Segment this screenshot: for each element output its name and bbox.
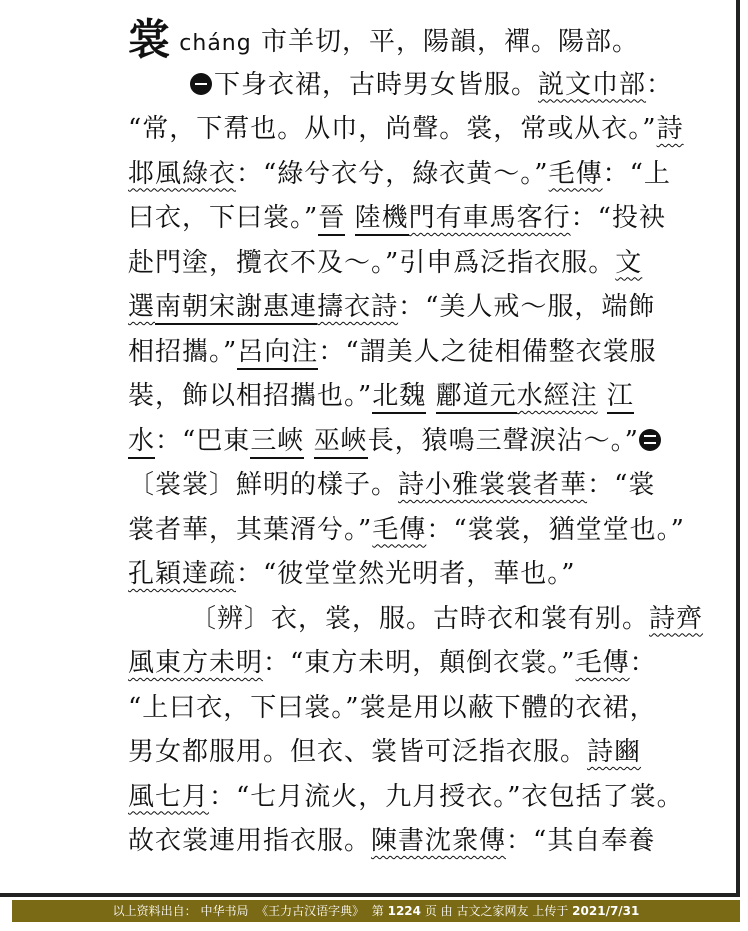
distinction-text: 故衣裳連用指衣服。 (128, 826, 372, 856)
entry-line (128, 463, 724, 508)
source-ref: 邶風綠衣 (128, 158, 237, 189)
entry-line (128, 686, 724, 731)
source-ref: 門有車馬客行 (408, 203, 571, 233)
footer-page-prefix: 第 (371, 904, 384, 918)
quote-text: ：“綠兮衣兮，綠衣黄～。” (236, 158, 549, 189)
entry-line (128, 63, 724, 108)
source-ref: 風七月 (128, 781, 210, 812)
entry-line (128, 730, 724, 775)
era-ref: 北魏 (372, 381, 426, 414)
quote-text: ：“彼堂堂然光明者，華也。” (236, 559, 576, 589)
quote-text: ：“投袂 (570, 203, 666, 233)
source-ref: 選 (128, 292, 156, 322)
sense-two-marker (639, 429, 661, 451)
entry-line (128, 330, 724, 375)
quote-text: 相招攜。” (128, 336, 238, 367)
source-ref: 詩 (398, 470, 426, 500)
entry-line (128, 508, 724, 553)
source-ref: 孔穎達疏 (128, 559, 237, 589)
person-ref: 謝惠連 (236, 292, 317, 325)
era-ref: 晉 (318, 203, 345, 236)
era-ref: 南朝 (155, 292, 209, 325)
source-ref: 裳裳者華 (479, 470, 588, 500)
sense-one-marker (190, 73, 212, 95)
quote-text: ：“美人戒～服，端飾 (398, 292, 656, 322)
source-ref: 風東方未明 (128, 648, 264, 678)
footer-page-number: 1224 (387, 904, 421, 918)
entry-line (128, 374, 724, 419)
footer-book-title: 《王力古汉语字典》 (256, 904, 365, 918)
footer-publisher: 中华书局 (200, 904, 249, 918)
source-ref: 詩 (656, 114, 684, 144)
text: ： (646, 69, 674, 100)
quote-text: ：“其自奉養 (506, 826, 656, 856)
source-ref: 詩豳 (587, 737, 642, 767)
entry-line (128, 419, 724, 464)
place-ref: 江 (607, 381, 634, 414)
entry-line (128, 597, 724, 642)
quote-text: ：“巴東 (155, 425, 251, 456)
footer-uploader: 古文之家网友 (456, 904, 529, 918)
distinction-text: 〔辨〕衣，裳，服。古時衣和裳有别。 (190, 603, 650, 634)
quote-text: 赴門塗，攬衣不及～。”引申爲泛指衣服。 (128, 247, 616, 278)
quote-text: 裝，飾以相招攜也。” (128, 381, 373, 411)
distinction-text: 男女都服用。但衣、裳皆可泛指衣服。 (128, 737, 588, 767)
person-ref: 陸機 (355, 203, 409, 236)
era-ref: 宋 (209, 292, 236, 325)
source-ref: 擣衣詩 (317, 292, 399, 322)
footer-source-label: 以上资料出自： (112, 904, 197, 918)
entry-line (128, 775, 724, 820)
quote-text: “上曰衣，下曰裳。”裳是用以蔽下體的衣裙， (128, 692, 657, 723)
definition-text: 下身衣裙，古時男女皆服。 (214, 69, 539, 100)
quote-text: ：“東方未明，顛倒衣裳。” (263, 648, 576, 678)
source-ref: 陳書沈衆傳 (371, 826, 507, 856)
quote-text: ：“上 (602, 158, 671, 189)
headword: 裳 (128, 15, 171, 64)
dictionary-entry (128, 15, 724, 864)
person-ref: 酈道元 (436, 381, 517, 414)
source-ref: 詩齊 (649, 603, 704, 634)
entry-line (128, 285, 724, 330)
footer-upload-label: 上传于 (532, 904, 569, 918)
entry-line (128, 15, 724, 64)
quote-text: 裳者華，其葉湑兮。” (128, 514, 373, 545)
definition-text: 〔裳裳〕鮮明的樣子。 (128, 470, 399, 500)
footer-page-suffix: 页 由 (424, 904, 453, 918)
quote-text: 長，猿鳴三聲淚沾～。” (367, 425, 639, 456)
place-ref: 三峽 (250, 426, 304, 459)
quote-text: 曰衣，下曰裳。” (128, 203, 319, 233)
place-ref: 水 (128, 426, 155, 459)
source-ref: 小雅 (425, 470, 480, 500)
quote-text: ：“裳裳，猶堂堂也。” (426, 514, 685, 545)
quote-text: ：“裳 (587, 470, 656, 500)
quote-text: “常，下帬也。从巾，尚聲。裳，常或从衣。” (128, 114, 657, 144)
entry-line (128, 152, 724, 197)
entry-line (128, 552, 724, 597)
source-ref: 水經注 (516, 381, 598, 411)
source-ref: 毛傳 (548, 158, 603, 189)
source-ref: 文 (615, 247, 643, 278)
text: ： (629, 648, 657, 678)
quote-text: ：“謂美人之徒相備整衣裳服 (318, 336, 657, 367)
entry-line (128, 196, 724, 241)
entry-line (128, 241, 724, 286)
source-ref: 説文巾部 (538, 69, 647, 100)
source-footer (12, 900, 740, 922)
place-ref: 巫峽 (314, 426, 368, 459)
pinyin: cháng (179, 31, 252, 56)
footer-date: 2021/7/31 (572, 904, 640, 918)
entry-line (128, 641, 724, 686)
entry-line (128, 107, 724, 152)
phonology: 市羊切，平，陽韻，禪。陽部。 (260, 27, 639, 57)
entry-line (128, 819, 724, 864)
source-ref: 毛傳 (372, 514, 427, 545)
source-ref: 毛傳 (575, 648, 630, 678)
quote-text: ：“七月流火，九月授衣。”衣包括了裳。 (209, 781, 684, 812)
person-ref: 呂向注 (237, 337, 318, 370)
